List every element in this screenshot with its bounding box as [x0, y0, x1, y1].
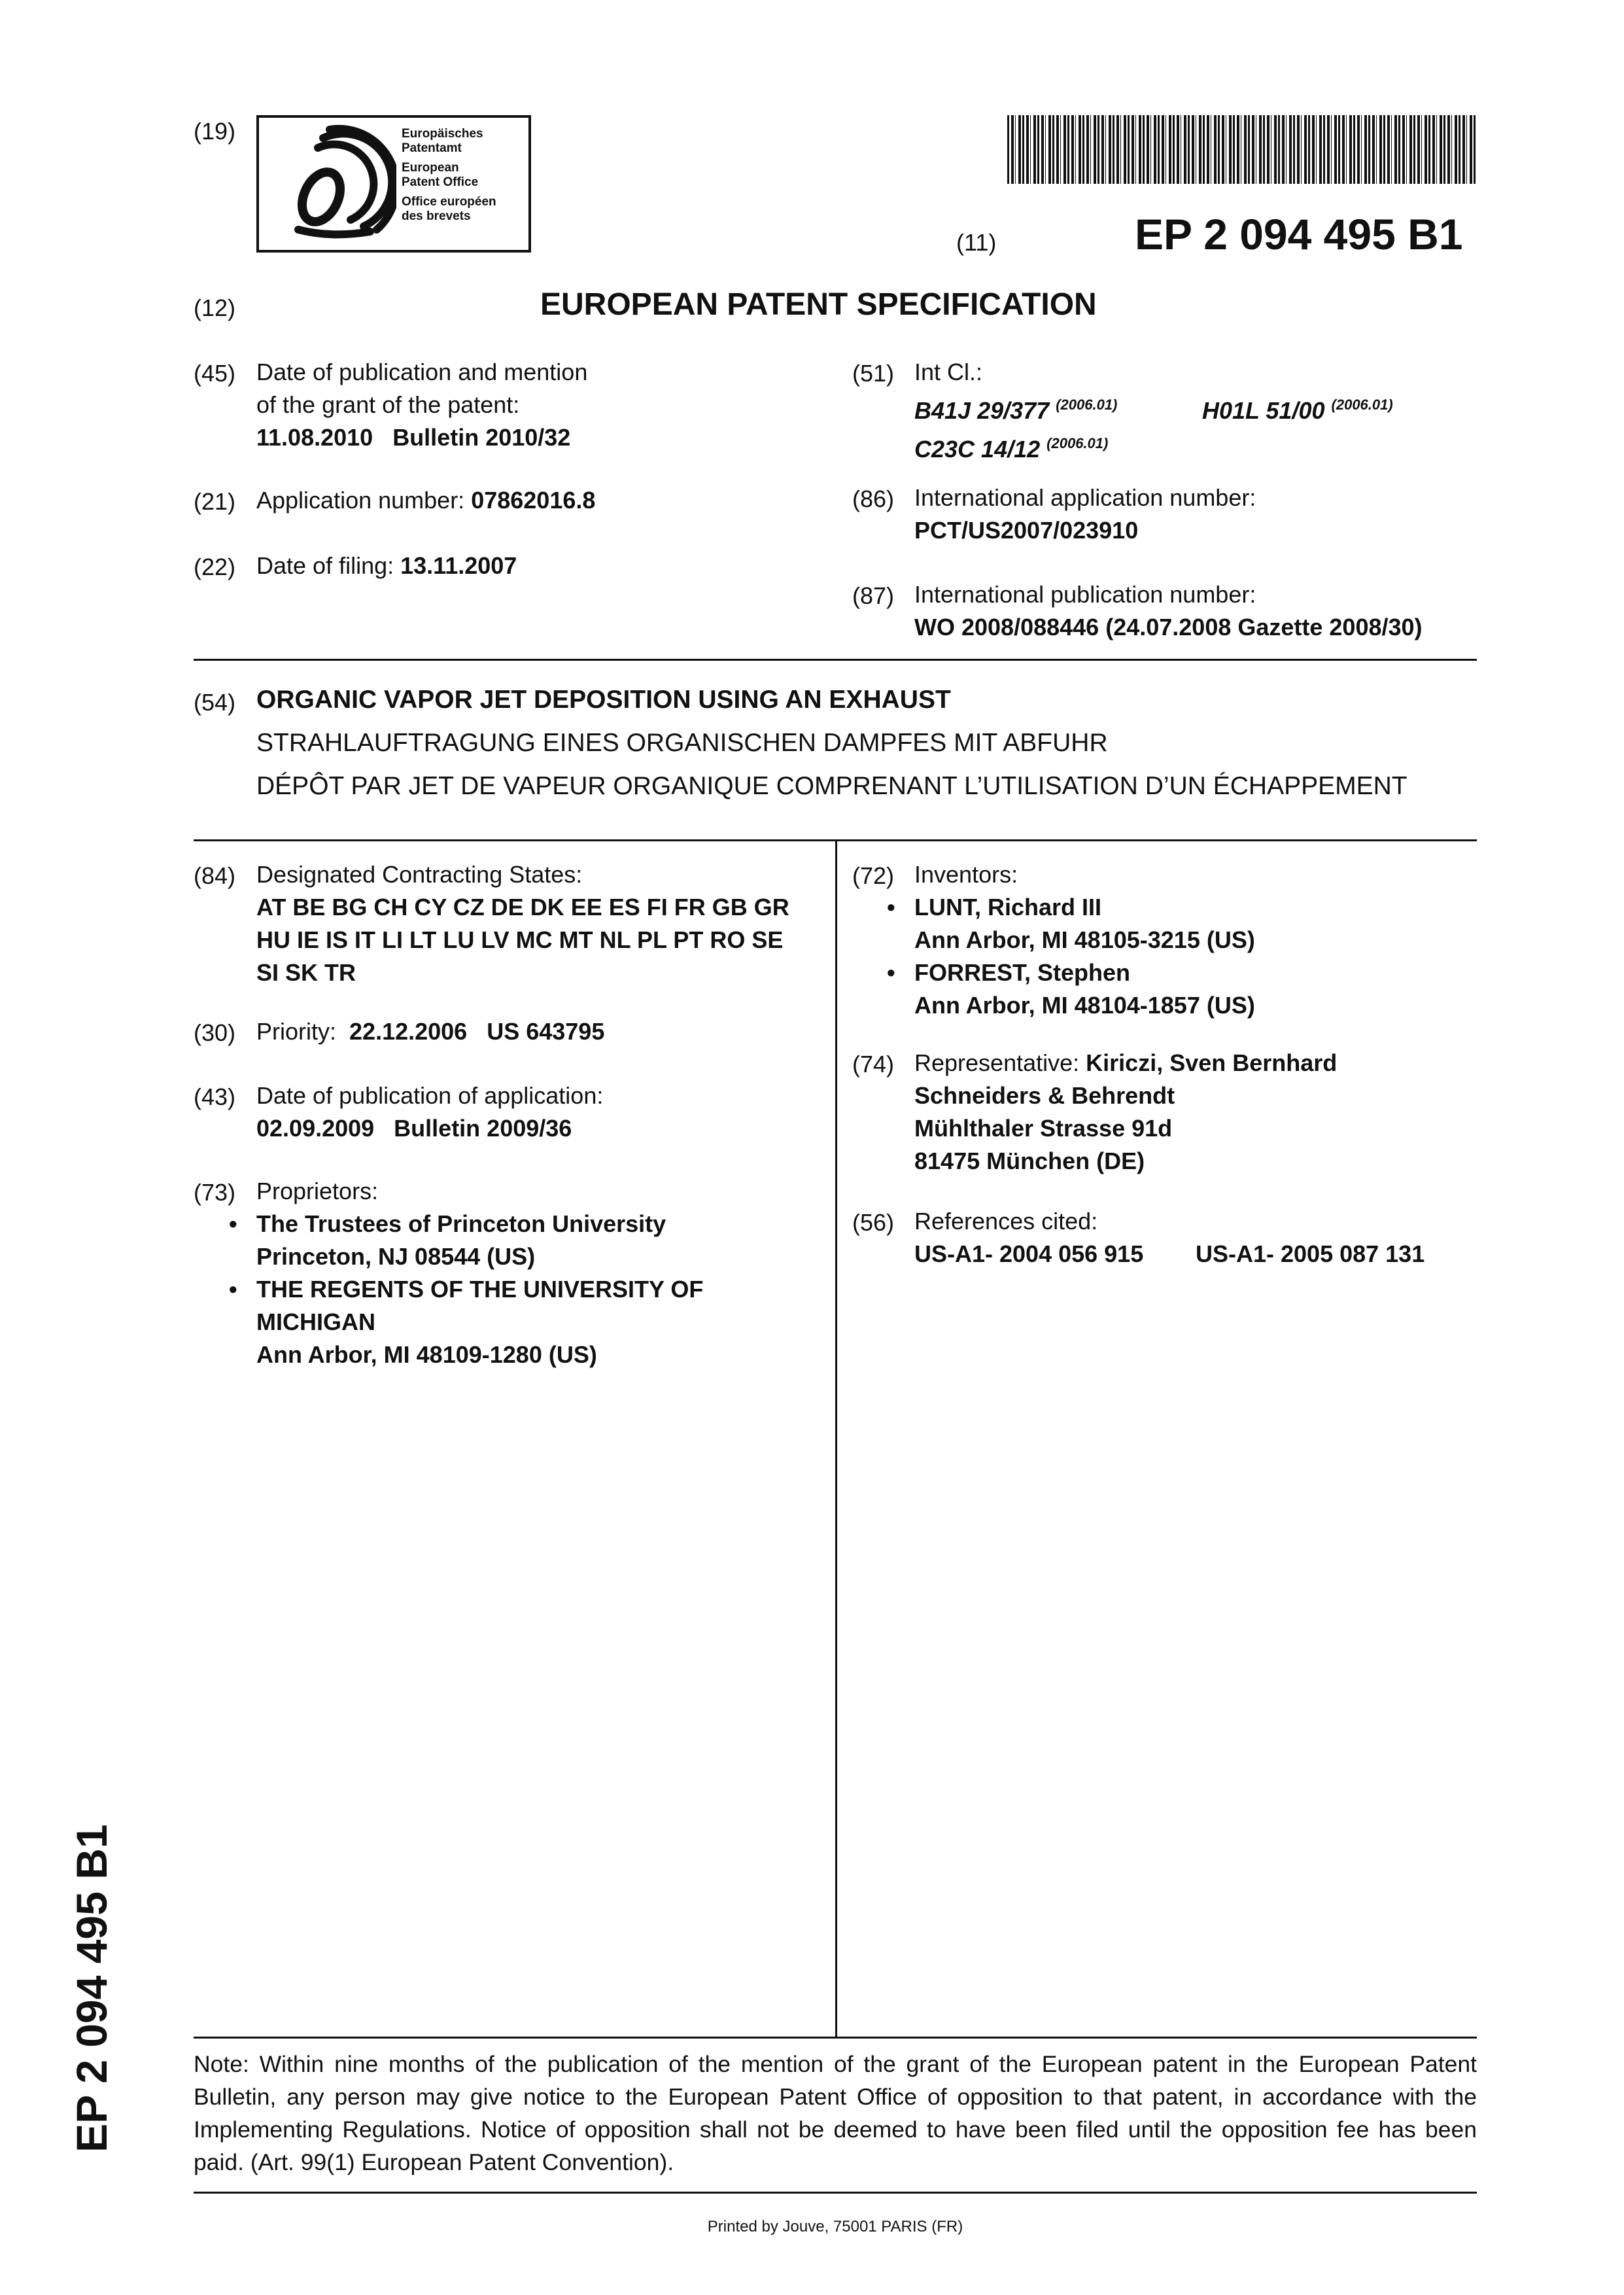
grant-date-label-2: of the grant of the patent:: [256, 391, 520, 418]
proprietor-2-name-1: THE REGENTS OF THE UNIVERSITY OF: [256, 1276, 704, 1303]
filing-date-field: [256, 550, 517, 582]
office-name-fr-1: Office européen: [402, 195, 496, 209]
inid-45: (45): [194, 360, 236, 387]
office-name-de-2: Patentamt: [402, 141, 462, 155]
intl-publication-value: WO 2008/088446 (24.07.2008 Gazette 2008/30): [914, 614, 1423, 640]
representative-field: [914, 1047, 1337, 1178]
inid-51: (51): [852, 360, 895, 387]
designated-states-line-1: AT BE BG CH CY CZ DE DK EE ES FI FR GB GR: [256, 894, 789, 920]
epo-logo-icon: [272, 122, 396, 246]
priority-label: Priority:: [256, 1018, 337, 1045]
application-number-value: 07862016.8: [471, 487, 596, 514]
intl-publication-field: [914, 578, 1423, 644]
proprietor-2-address: Ann Arbor, MI 48109-1280 (US): [256, 1341, 597, 1368]
barcode: [1007, 115, 1477, 184]
office-name-en-2: Patent Office: [402, 175, 479, 189]
reference-2: US-A1- 2005 087 131: [1196, 1240, 1425, 1267]
designated-states-label: Designated Contracting States:: [256, 861, 583, 888]
application-publication-label: Date of publication of application:: [256, 1082, 604, 1109]
bullet-icon: •: [229, 1276, 237, 1303]
designated-states-field: [256, 858, 789, 989]
inid-56: (56): [852, 1209, 895, 1236]
inventor-2-name: FORREST, Stephen: [914, 959, 1131, 986]
proprietor-1-name: The Trustees of Princeton University: [256, 1210, 666, 1237]
divider-3: [194, 2037, 1477, 2039]
inid-12: (12): [194, 294, 236, 321]
proprietor-1-address: Princeton, NJ 08544 (US): [256, 1243, 536, 1270]
inid-73: (73): [194, 1179, 236, 1206]
title-french: DÉPÔT PAR JET DE VAPEUR ORGANIQUE COMPRENANT L’UTILISATION D’UN ÉCHAPPEMENT: [256, 772, 1408, 800]
proprietor-2-name-2: MICHIGAN: [256, 1308, 375, 1335]
inid-43: (43): [194, 1083, 236, 1110]
inid-72: (72): [852, 862, 895, 889]
inid-87: (87): [852, 582, 895, 609]
bullet-icon: •: [229, 1210, 237, 1237]
application-number-label: Application number:: [256, 487, 465, 514]
document-type: EUROPEAN PATENT SPECIFICATION: [540, 287, 1097, 322]
application-publication-field: [256, 1079, 603, 1145]
int-cl-field: [914, 356, 1393, 466]
inventor-2-address: Ann Arbor, MI 48104-1857 (US): [914, 992, 1255, 1019]
representative-city: 81475 München (DE): [914, 1148, 1145, 1174]
publication-number: EP 2 094 495 B1: [1135, 210, 1463, 258]
bullet-icon: •: [887, 894, 895, 920]
references-field: [914, 1205, 1425, 1270]
representative-firm: Schneiders & Behrendt: [914, 1082, 1175, 1109]
grant-date-field: [256, 356, 587, 454]
printer-imprint: Printed by Jouve, 75001 PARIS (FR): [707, 2218, 963, 2235]
epo-logo-box: [256, 115, 531, 253]
intl-application-value: PCT/US2007/023910: [914, 517, 1139, 544]
inid-86: (86): [852, 485, 895, 512]
int-cl-code-2: H01L 51/00: [1202, 397, 1325, 424]
title-english: ORGANIC VAPOR JET DEPOSITION USING AN EXHAUST: [256, 686, 951, 714]
inid-54: (54): [194, 689, 236, 716]
intl-publication-label: International publication number:: [914, 581, 1256, 608]
inventors-label: Inventors:: [914, 861, 1018, 888]
intl-application-label: International application number:: [914, 484, 1256, 511]
filing-date-label: Date of filing:: [256, 552, 394, 579]
proprietors-field: [229, 1175, 704, 1371]
inid-74: (74): [852, 1051, 895, 1077]
intl-application-field: [914, 482, 1256, 547]
column-divider: [835, 839, 837, 2037]
int-cl-version-2: (2006.01): [1331, 396, 1393, 413]
proprietors-label: Proprietors:: [256, 1178, 379, 1204]
grant-date-label-1: Date of publication and mention: [256, 359, 588, 385]
inventors-field: [887, 858, 1255, 1022]
divider-1: [194, 659, 1477, 661]
inid-30: (30): [194, 1019, 236, 1046]
office-name-fr-2: des brevets: [402, 209, 471, 223]
filing-date-value: 13.11.2007: [400, 552, 517, 579]
representative-street: Mühlthaler Strasse 91d: [914, 1115, 1173, 1142]
side-publication-number: EP 2 094 495 B1: [67, 1824, 116, 2152]
inid-22: (22): [194, 553, 236, 580]
office-name-en-1: European: [402, 161, 459, 175]
int-cl-code-1: B41J 29/377: [914, 397, 1050, 424]
divider-4: [194, 2192, 1477, 2194]
representative-name: Kiriczi, Sven Bernhard: [1086, 1049, 1338, 1076]
priority-value: 22.12.2006 US 643795: [349, 1018, 605, 1045]
inid-84: (84): [194, 862, 236, 889]
int-cl-version-1: (2006.01): [1056, 396, 1118, 413]
inid-11: (11): [956, 229, 997, 256]
inventor-1-address: Ann Arbor, MI 48105-3215 (US): [914, 926, 1255, 953]
int-cl-code-3: C23C 14/12: [914, 436, 1041, 463]
inid-19: (19): [194, 118, 236, 145]
title-block: [256, 680, 1408, 806]
reference-1: US-A1- 2004 056 915: [914, 1240, 1144, 1267]
opposition-note: Note: Within nine months of the publication of the mention of the grant of the European patent in the European Patent Bulletin, any person may give notice to the European Patent Office of opposition to that patent, in accordance with the Implementing Regulations. Notice of opposition shall not be deemed to have been filed until the opposition fee has been paid. (Art. 99(1) European Patent Convention).: [194, 2051, 1477, 2175]
int-cl-label: Int Cl.:: [914, 359, 983, 385]
inventor-1-name: LUNT, Richard III: [914, 894, 1102, 920]
designated-states-line-2: HU IE IS IT LI LT LU LV MC MT NL PL PT RO SE: [256, 926, 784, 953]
office-name-de-1: Europäisches: [402, 127, 483, 141]
priority-field: [256, 1015, 604, 1048]
inid-21: (21): [194, 488, 236, 515]
references-label: References cited:: [914, 1208, 1098, 1235]
bullet-icon: •: [887, 959, 895, 986]
designated-states-line-3: SI SK TR: [256, 959, 356, 986]
title-german: STRAHLAUFTRAGUNG EINES ORGANISCHEN DAMPFES MIT ABFUHR: [256, 729, 1108, 757]
representative-label: Representative:: [914, 1049, 1080, 1076]
application-publication-value: 02.09.2009 Bulletin 2009/36: [256, 1115, 572, 1142]
application-number-field: [256, 484, 595, 517]
int-cl-version-3: (2006.01): [1046, 435, 1109, 451]
grant-date-value: 11.08.2010 Bulletin 2010/32: [256, 424, 571, 451]
